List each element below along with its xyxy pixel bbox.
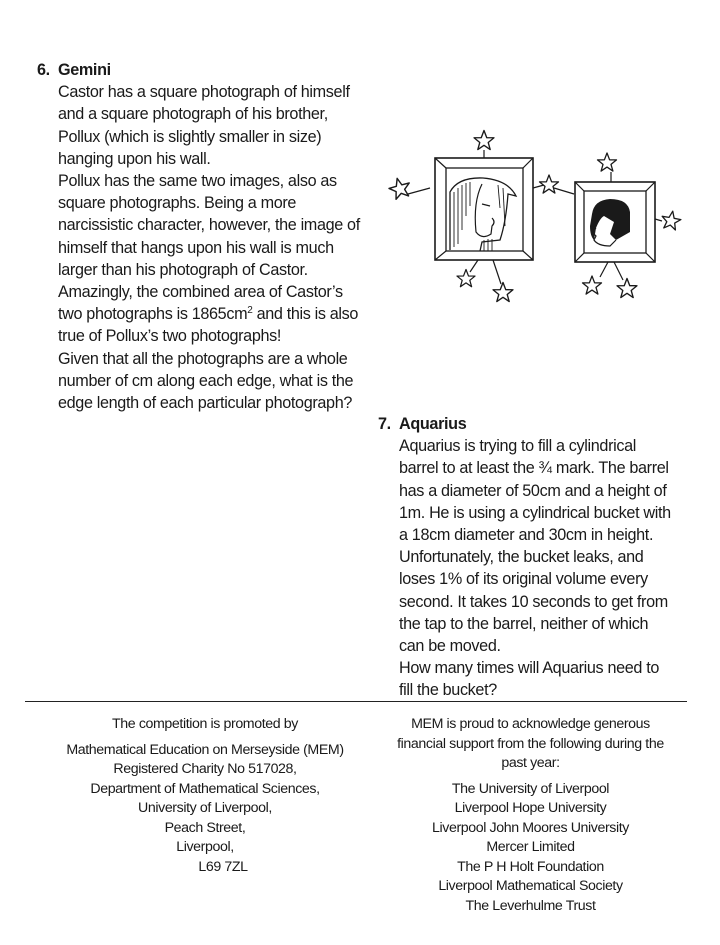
picture-frame-icon xyxy=(575,182,655,262)
problem-line: number of cm along each edge, what is the xyxy=(58,371,354,390)
problem-body xyxy=(378,435,698,701)
star-icon xyxy=(474,131,494,150)
problem-line: a 18cm diameter and 30cm in height. xyxy=(399,526,654,545)
problem-line: loses 1% of its original volume every xyxy=(399,570,648,589)
star-icon xyxy=(493,283,513,302)
problem-line: Unfortunately, the bucket leaks, and xyxy=(399,548,644,567)
problem-line: Castor has a square photograph of himself xyxy=(58,83,350,102)
problem-line: 1m. He is using a cylindrical bucket with xyxy=(399,503,671,522)
problem-line: fill the bucket? xyxy=(399,681,497,700)
problem-line: can be moved. xyxy=(399,637,501,656)
gemini-illustration xyxy=(378,122,703,310)
promoter-line: Registered Charity No 517028, xyxy=(113,761,297,777)
problem-line xyxy=(58,303,382,325)
problem-line: the tap to the barrel, neither of which xyxy=(399,614,649,633)
problem-title: Gemini xyxy=(58,61,111,79)
problem-body xyxy=(37,81,382,414)
footer-promoter xyxy=(40,715,370,877)
problem-number: 6. xyxy=(37,61,50,79)
star-icon xyxy=(457,270,475,287)
line-tail: and this is also xyxy=(252,305,359,324)
problem-heading xyxy=(378,413,698,435)
star-icon xyxy=(583,276,602,294)
footer-divider xyxy=(25,701,687,702)
problem-line: Pollux has the same two images, also as xyxy=(58,172,337,191)
star-icon xyxy=(617,279,637,298)
problem-title: Aquarius xyxy=(399,415,467,433)
sponsor-item: Liverpool Mathematical Society xyxy=(438,878,623,894)
problem-line: narcissistic character, however, the image of xyxy=(58,216,360,235)
problem-line: edge length of each particular photograph? xyxy=(58,394,352,413)
problem-line: himself that hangs upon his wall is much xyxy=(58,238,334,257)
promoter-line: University of Liverpool, xyxy=(138,800,272,816)
area-value: two photographs is 1865cm xyxy=(58,305,248,324)
promoter-line: Peach Street, xyxy=(164,819,246,836)
problem-line: and a square photograph of his brother, xyxy=(58,105,328,124)
problem-line: second. It takes 10 seconds to get from xyxy=(399,592,668,611)
sponsor-item: The University of Liverpool xyxy=(451,780,610,797)
sponsor-item: Liverpool Hope University xyxy=(454,800,607,816)
sponsor-intro-line: MEM is proud to acknowledge generous xyxy=(411,716,650,732)
problem-line: Aquarius is trying to fill a cylindrical xyxy=(399,437,637,456)
promoter-line: Liverpool, xyxy=(176,839,234,855)
problem-line: has a diameter of 50cm and a height of xyxy=(399,481,667,500)
star-icon xyxy=(598,153,617,171)
sponsor-item: The P H Holt Foundation xyxy=(457,858,604,875)
picture-frame-icon xyxy=(435,158,533,260)
star-icon xyxy=(387,176,412,201)
sponsor-item: Liverpool John Moores University xyxy=(432,819,629,836)
superscript: 2 xyxy=(247,305,253,317)
star-icon xyxy=(660,210,682,231)
promoter-line: Mathematical Education on Merseyside (MEM) xyxy=(66,741,344,758)
sponsor-item: Mercer Limited xyxy=(486,839,575,855)
problem-number: 7. xyxy=(378,415,391,433)
promoter-intro: The competition is promoted by xyxy=(112,716,298,732)
problem-line: Given that all the photographs are a whole xyxy=(58,349,348,368)
problem-heading xyxy=(37,59,382,81)
problem-line: larger than his photograph of Castor. xyxy=(58,260,308,279)
promoter-line: Department of Mathematical Sciences, xyxy=(90,780,320,797)
sponsor-intro-line: past year: xyxy=(501,755,560,771)
problem-line: hanging upon his wall. xyxy=(58,149,211,168)
promoter-line: L69 7ZL xyxy=(198,858,248,875)
footer-sponsors xyxy=(378,715,683,916)
problem-line: true of Pollux’s two photographs! xyxy=(58,327,282,346)
star-icon xyxy=(540,175,559,193)
sponsor-item: The Leverhulme Trust xyxy=(465,897,596,914)
problem-aquarius xyxy=(378,413,698,702)
problem-line: Pollux (which is slightly smaller in size) xyxy=(58,127,322,146)
problem-line: square photographs. Being a more xyxy=(58,194,297,213)
problem-gemini xyxy=(37,59,382,414)
problem-line: Amazingly, the combined area of Castor’s xyxy=(58,283,343,302)
problem-line: How many times will Aquarius need to xyxy=(399,659,660,678)
problem-line: barrel to at least the ¾ mark. The barrel xyxy=(399,459,669,478)
sponsor-intro-line: financial support from the following during the xyxy=(397,735,664,752)
